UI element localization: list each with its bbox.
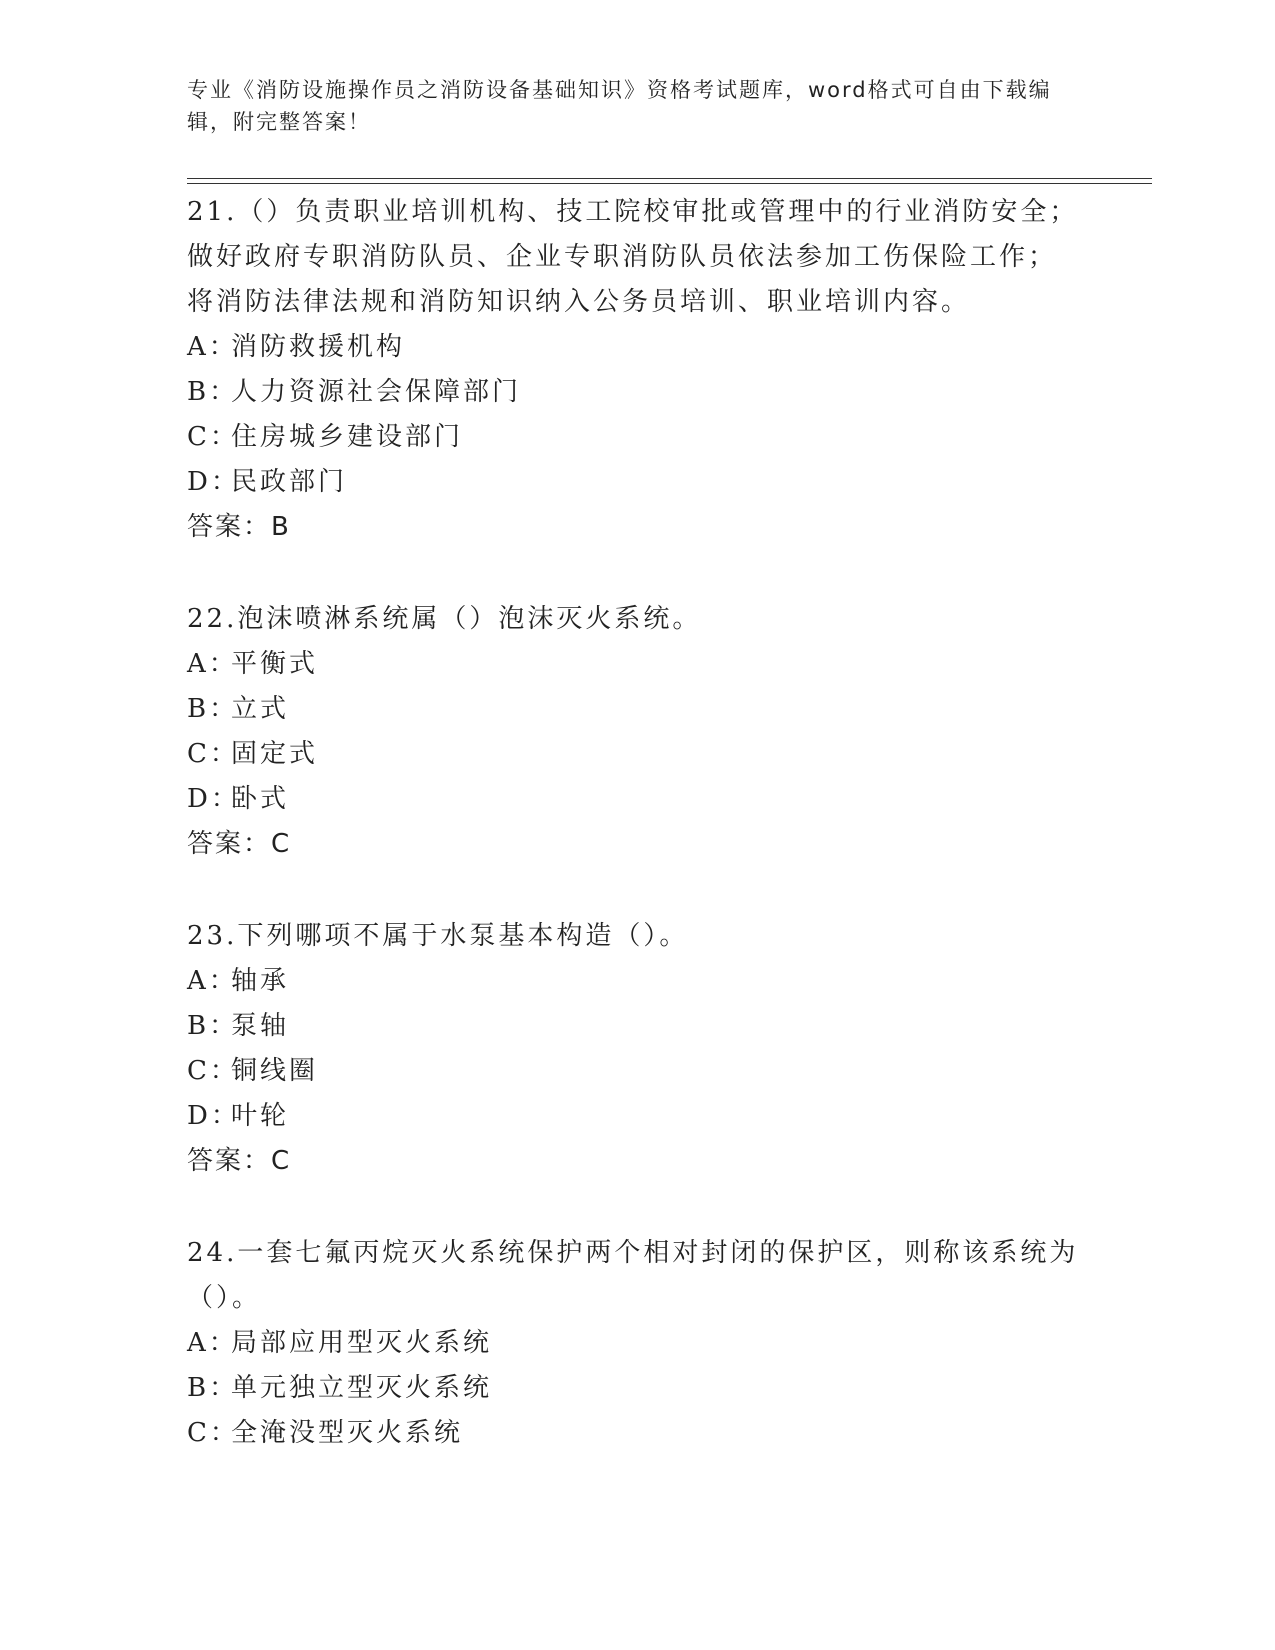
header-divider-bottom	[187, 183, 1152, 184]
question-stem-line: 22.泡沫喷淋系统属（）泡沫灭火系统。	[187, 604, 702, 634]
option-letter: D：	[187, 467, 240, 497]
option-text: 民政部门	[231, 467, 348, 497]
option-text: 单元独立型灭火系统	[231, 1373, 493, 1403]
option-text: 立式	[231, 694, 290, 724]
document-header	[187, 74, 1067, 138]
option-b	[187, 1366, 1087, 1411]
option-letter: C：	[187, 422, 239, 452]
option-text: 卧式	[231, 784, 290, 814]
header-title: 专业《消防设施操作员之消防设备基础知识》资格考试题库，word格式可自由下载编辑，附完整答案！	[187, 78, 1052, 134]
question-stem-line: （）。	[187, 1283, 262, 1313]
option-text: 住房城乡建设部门	[231, 422, 464, 452]
option-c	[187, 1049, 1087, 1094]
option-text: 固定式	[231, 739, 319, 769]
option-letter: D：	[187, 784, 240, 814]
question-24	[187, 1231, 1087, 1456]
option-letter: C：	[187, 1056, 239, 1086]
question-21	[187, 190, 1087, 550]
option-a	[187, 959, 1087, 1004]
option-text: 消防救援机构	[231, 332, 406, 362]
option-letter: C：	[187, 739, 239, 769]
question-22	[187, 597, 1087, 867]
option-letter: D：	[187, 1101, 240, 1131]
option-letter: B：	[187, 377, 239, 407]
option-letter: A：	[187, 1328, 238, 1358]
answer-line: 答案：B	[187, 512, 291, 542]
option-text: 局部应用型灭火系统	[231, 1328, 493, 1358]
option-d	[187, 1094, 1087, 1139]
option-text: 泵轴	[231, 1011, 290, 1041]
option-b	[187, 370, 1087, 415]
option-letter: A：	[187, 332, 238, 362]
option-letter: C：	[187, 1418, 239, 1448]
option-text: 全淹没型灭火系统	[231, 1418, 464, 1448]
option-text: 人力资源社会保障部门	[231, 377, 522, 407]
option-letter: B：	[187, 1373, 239, 1403]
option-letter: B：	[187, 694, 239, 724]
question-stem-line: 将消防法律法规和消防知识纳入公务员培训、职业培训内容。	[187, 287, 971, 317]
option-b	[187, 1004, 1087, 1049]
option-a	[187, 642, 1087, 687]
option-text: 铜线圈	[231, 1056, 319, 1086]
option-a	[187, 325, 1087, 370]
answer-line: 答案：C	[187, 1146, 292, 1176]
answer-line: 答案：C	[187, 829, 292, 859]
option-c	[187, 1411, 1087, 1456]
option-text: 平衡式	[231, 649, 319, 679]
option-letter: A：	[187, 966, 238, 996]
header-divider-top	[187, 178, 1152, 179]
question-stem-line: 做好政府专职消防队员、企业专职消防队员依法参加工伤保险工作；	[187, 242, 1058, 272]
option-b	[187, 687, 1087, 732]
question-stem-line: 24.一套七氟丙烷灭火系统保护两个相对封闭的保护区，则称该系统为	[187, 1238, 1079, 1268]
option-a	[187, 1321, 1087, 1366]
option-text: 叶轮	[231, 1101, 290, 1131]
option-letter: B：	[187, 1011, 239, 1041]
option-c	[187, 415, 1087, 460]
option-text: 轴承	[231, 966, 290, 996]
option-letter: A：	[187, 649, 238, 679]
question-stem-line: 23.下列哪项不属于水泵基本构造（）。	[187, 921, 689, 951]
question-stem-line: 21.（）负责职业培训机构、技工院校审批或管理中的行业消防安全；	[187, 197, 1079, 227]
option-c	[187, 732, 1087, 777]
option-d	[187, 777, 1087, 822]
question-23	[187, 914, 1087, 1184]
question-list	[187, 190, 1087, 1456]
option-d	[187, 460, 1087, 505]
